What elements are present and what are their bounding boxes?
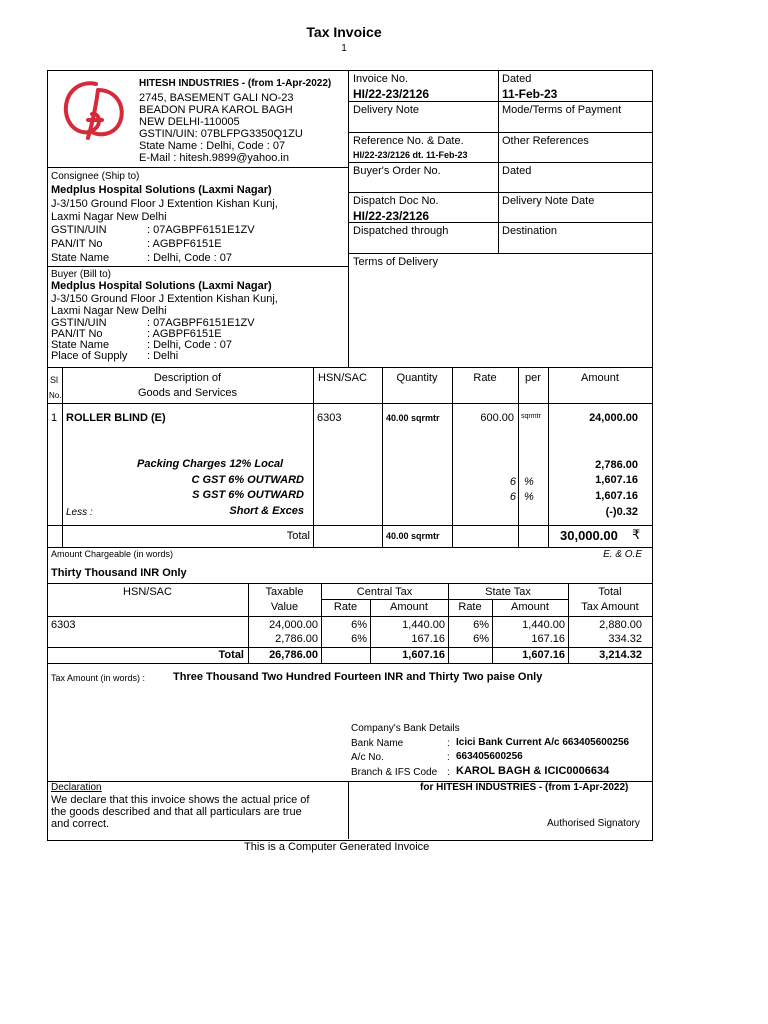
reference-value: HI/22-23/2126 dt. 11-Feb-23 (353, 150, 468, 160)
tax-row-state-amount: 167.16 (531, 633, 565, 645)
branch-ifs-label: Branch & IFS Code (351, 767, 438, 778)
less-label: Less : (66, 507, 93, 518)
item-amount: 24,000.00 (589, 412, 638, 424)
total-tax-header: Total (598, 586, 622, 598)
packing-charges-label: Packing Charges 12% Local (137, 458, 284, 470)
col-sl-header: Sl (50, 375, 59, 385)
tax-row-taxable: 2,786.00 (275, 633, 318, 645)
seller-gstin: GSTIN/UIN: 07BLFPG3350Q1ZU (139, 128, 303, 140)
short-excess-label: Short & Exces (229, 505, 304, 517)
consignee-heading: Consignee (Ship to) (51, 171, 140, 182)
col-quantity-header: Quantity (396, 372, 438, 384)
buyer-place-of-supply-label: Place of Supply (51, 350, 128, 362)
buyer-address-line: J-3/150 Ground Floor J Extention Kishan Kunj, (51, 293, 278, 305)
other-references-label: Other References (502, 135, 589, 147)
item-rate: 600.00 (480, 412, 514, 424)
cgst-amount: 1,607.16 (595, 474, 638, 486)
invoice-title: Tax Invoice (306, 24, 382, 40)
tax-total-amount: 3,214.32 (599, 649, 642, 661)
buyer-pan: : AGBPF6151E (147, 328, 222, 340)
sgst-label: S GST 6% OUTWARD (192, 489, 304, 501)
tax-row-central-rate: 6% (351, 619, 367, 631)
col-rate-header: Rate (473, 372, 497, 384)
sgst-amount: 1,607.16 (595, 490, 638, 502)
destination-label: Destination (502, 225, 558, 237)
total-quantity: 40.00 sqrmtr (386, 531, 440, 541)
tax-row-state-rate: 6% (473, 619, 489, 631)
consignee-address-line: J-3/150 Ground Floor J Extention Kishan Kunj, (51, 198, 278, 210)
tax-taxable-header: Taxable (265, 586, 304, 598)
tax-row-central-amount: 167.16 (411, 633, 445, 645)
total-amount: 30,000.00 (560, 528, 618, 543)
seller-address-line: BEADON PURA KAROL BAGH (139, 104, 293, 116)
sgst-percent: % (524, 491, 534, 503)
dated-value: 11-Feb-23 (502, 87, 558, 101)
item-per: sqrmtr (521, 413, 541, 420)
consignee-pan: : AGBPF6151E (147, 238, 222, 250)
item-hsn: 6303 (317, 412, 342, 424)
total-label: Total (286, 530, 310, 542)
tax-words-value: Three Thousand Two Hundred Fourteen INR and Thirty Two paise Only (173, 671, 543, 683)
state-amount-header: Amount (511, 601, 549, 613)
page-number: 1 (341, 43, 347, 54)
cgst-percent: % (524, 476, 534, 488)
col-description-header: Goods and Services (137, 387, 238, 399)
state-tax-header: State Tax (485, 586, 531, 598)
tax-total-central: 1,607.16 (402, 649, 445, 661)
tax-total-state: 1,607.16 (522, 649, 565, 661)
total-tax-header: Tax Amount (581, 601, 639, 613)
dispatched-through-label: Dispatched through (353, 225, 449, 237)
tax-row-state-amount: 1,440.00 (522, 619, 565, 631)
tax-total-label: Total (218, 649, 244, 661)
consignee-name: Medplus Hospital Solutions (Laxmi Nagar) (51, 184, 272, 196)
central-tax-header: Central Tax (356, 586, 413, 598)
buyer-order-dated-label: Dated (502, 165, 532, 177)
buyer-name: Medplus Hospital Solutions (Laxmi Nagar) (51, 280, 272, 292)
buyer-state: : Delhi, Code : 07 (147, 339, 232, 351)
col-hsn-header: HSN/SAC (318, 372, 367, 384)
declaration-line: the goods described and that all particulars are true (51, 806, 302, 818)
cgst-rate: 6 (509, 476, 516, 488)
consignee-pan-label: PAN/IT No (51, 238, 103, 250)
tax-total-taxable: 26,786.00 (269, 649, 318, 661)
dispatch-doc-label: Dispatch Doc No. (353, 195, 439, 207)
dated-label: Dated (502, 73, 532, 85)
header-divider (348, 70, 349, 367)
col-sl-header: No. (49, 391, 62, 400)
consignee-address-line: Laxmi Nagar New Delhi (51, 211, 167, 223)
item-description: ROLLER BLIND (E) (66, 412, 166, 424)
buyer-address-line: Laxmi Nagar New Delhi (51, 305, 167, 317)
declaration-line: and correct. (51, 818, 110, 830)
cgst-label: C GST 6% OUTWARD (191, 474, 304, 486)
col-amount-header: Amount (581, 372, 619, 384)
tax-row-hsn: 6303 (51, 619, 76, 631)
packing-charges-amount: 2,786.00 (595, 459, 638, 471)
item-quantity: 40.00 sqrmtr (386, 413, 440, 423)
tax-row-central-amount: 1,440.00 (402, 619, 445, 631)
account-number-value: 663405600256 (456, 751, 523, 762)
bank-name-label: Bank Name (351, 738, 404, 749)
consignee-gstin-label: GSTIN/UIN (51, 224, 107, 236)
invoice-no-label: Invoice No. (353, 73, 409, 85)
signatory-for: for HITESH INDUSTRIES - (from 1-Apr-2022) (420, 782, 629, 793)
declaration-line: We declare that this invoice shows the actual price of (51, 794, 310, 806)
seller-email: E-Mail : hitesh.9899@yahoo.in (139, 152, 289, 164)
reference-label: Reference No. & Date. (353, 135, 464, 147)
tax-words-label: Tax Amount (in words) : (51, 673, 146, 683)
company-logo (58, 76, 130, 146)
consignee-state: : Delhi, Code : 07 (147, 252, 232, 264)
col-description-header: Description of (153, 372, 222, 384)
buyer-order-label: Buyer's Order No. (353, 165, 441, 177)
tax-row-state-rate: 6% (473, 633, 489, 645)
short-excess-amount: (-)0.32 (605, 506, 638, 518)
delivery-note-date-label: Delivery Note Date (502, 195, 595, 207)
invoice-no-value: HI/22-23/2126 (353, 87, 430, 101)
branch-ifs-value: KAROL BAGH & ICIC0006634 (456, 765, 610, 777)
footer-note: This is a Computer Generated Invoice (244, 841, 430, 853)
terms-of-delivery-label: Terms of Delivery (353, 256, 438, 268)
rupee-icon: ₹ (632, 527, 641, 542)
col-per-header: per (525, 372, 541, 384)
tax-taxable-header: Value (270, 601, 299, 613)
central-amount-header: Amount (390, 601, 428, 613)
item-sl: 1 (51, 412, 58, 424)
tax-row-total: 2,880.00 (599, 619, 642, 631)
account-number-label: A/c No. (351, 752, 384, 763)
buyer-gstin-label: GSTIN/UIN (51, 317, 107, 329)
buyer-state-label: State Name (51, 339, 110, 351)
seller-address-line: 2745, BASEMENT GALI NO-23 (139, 92, 294, 104)
buyer-pan-label: PAN/IT No (51, 328, 103, 340)
seller-state: State Name : Delhi, Code : 07 (139, 140, 286, 152)
amount-words-label: Amount Chargeable (in words) (51, 549, 174, 559)
tax-row-total: 334.32 (608, 633, 642, 645)
buyer-gstin: : 07AGBPF6151E1ZV (147, 317, 255, 329)
eoe-label: E. & O.E (603, 549, 642, 560)
declaration-label: Declaration (51, 782, 102, 793)
seller-name: HITESH INDUSTRIES - (from 1-Apr-2022) (139, 78, 332, 89)
consignee-gstin: : 07AGBPF6151E1ZV (147, 224, 255, 236)
authorised-signatory-label: Authorised Signatory (547, 818, 640, 829)
buyer-place-of-supply: : Delhi (147, 350, 179, 362)
consignee-state-label: State Name (51, 252, 110, 264)
central-rate-header: Rate (333, 601, 358, 613)
tax-row-central-rate: 6% (351, 633, 367, 645)
delivery-note-label: Delivery Note (353, 104, 420, 116)
state-rate-header: Rate (458, 601, 482, 613)
bank-details-heading: Company's Bank Details (351, 723, 460, 734)
seller-address-line: NEW DELHI-110005 (139, 116, 240, 128)
mode-terms-label: Mode/Terms of Payment (502, 104, 622, 116)
sgst-rate: 6 (509, 491, 516, 503)
bank-name-value: Icici Bank Current A/c 663405600256 (456, 737, 630, 748)
dispatch-doc-value: HI/22-23/2126 (353, 209, 430, 223)
amount-words-value: Thirty Thousand INR Only (51, 567, 187, 579)
tax-row-taxable: 24,000.00 (269, 619, 318, 631)
tax-hsn-header: HSN/SAC (123, 586, 172, 598)
buyer-heading: Buyer (Bill to) (51, 269, 112, 280)
